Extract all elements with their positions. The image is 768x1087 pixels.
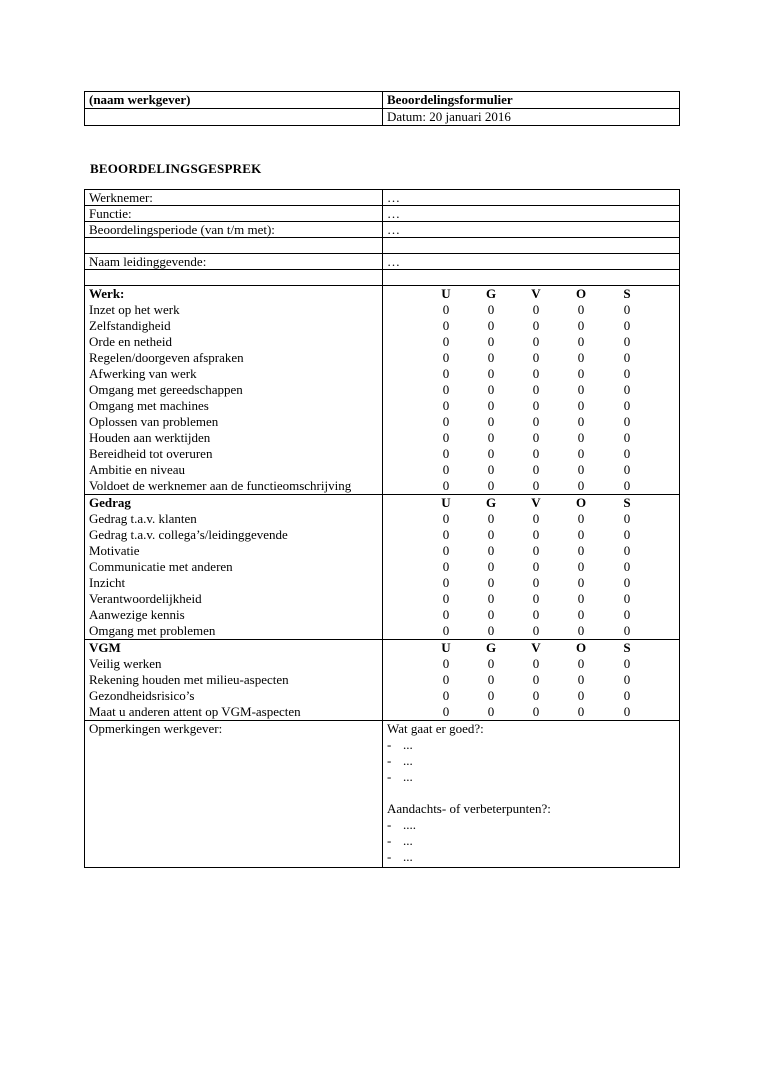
scale-header [387, 286, 675, 302]
rating-option[interactable]: 0 [623, 302, 631, 317]
criterion-label: Gedrag t.a.v. klanten [89, 511, 197, 526]
criterion-label: Zelfstandigheid [89, 318, 171, 333]
rating-option[interactable]: 0 [487, 382, 495, 397]
rating-row [387, 398, 675, 414]
rating-option[interactable]: 0 [532, 462, 540, 477]
rating-option[interactable]: 0 [487, 607, 495, 622]
section-labels [85, 640, 383, 721]
rating-option[interactable]: 0 [442, 414, 450, 429]
scale-label: G [485, 495, 497, 510]
rating-option[interactable]: 0 [487, 478, 495, 493]
manager-label: Naam leidinggevende: [85, 254, 383, 270]
rating-row [387, 559, 675, 575]
bullet-dash: - [387, 833, 392, 848]
function-label: Functie: [85, 206, 383, 222]
manager-value[interactable]: … [383, 254, 680, 270]
criterion-label: Omgang met gereedschappen [89, 382, 243, 397]
rating-option[interactable]: 0 [577, 366, 585, 381]
rating-option[interactable]: 0 [577, 446, 585, 461]
section-title: Werk: [89, 286, 125, 301]
rating-option[interactable]: 0 [487, 350, 495, 365]
scale-label: U [441, 286, 451, 301]
scale-label: O [575, 640, 587, 655]
rating-row [387, 334, 675, 350]
rating-option[interactable]: 0 [442, 302, 450, 317]
section-labels [85, 495, 383, 640]
criterion-label: Omgang met machines [89, 398, 209, 413]
scale-label: S [623, 640, 631, 655]
section-title: VGM [89, 640, 121, 655]
rating-option[interactable]: 0 [487, 430, 495, 445]
rating-option[interactable]: 0 [623, 366, 631, 381]
rating-row [387, 704, 675, 720]
remark-text: ... [403, 769, 413, 784]
scale-label: U [441, 640, 451, 655]
bullet-dash: - [387, 769, 392, 784]
rating-option[interactable]: 0 [487, 398, 495, 413]
remark-item[interactable] [387, 753, 675, 769]
rating-option[interactable]: 0 [532, 559, 540, 574]
rating-option[interactable]: 0 [532, 511, 540, 526]
rating-option[interactable]: 0 [532, 591, 540, 606]
rating-option[interactable]: 0 [487, 302, 495, 317]
rating-row [387, 318, 675, 334]
remark-item[interactable] [387, 817, 675, 833]
rating-row [387, 656, 675, 672]
remarks-spacer [387, 785, 675, 801]
criterion-label: Maat u anderen attent op VGM-aspecten [89, 704, 301, 719]
rating-option[interactable]: 0 [623, 559, 631, 574]
rating-row [387, 366, 675, 382]
good-title: Wat gaat er goed?: [387, 721, 484, 736]
criterion-label: Orde en netheid [89, 334, 173, 349]
rating-option[interactable]: 0 [487, 511, 495, 526]
rating-option[interactable]: 0 [577, 414, 585, 429]
remark-item[interactable] [387, 833, 675, 849]
rating-option[interactable]: 0 [577, 334, 585, 349]
rating-option[interactable]: 0 [532, 688, 540, 703]
criterion-label: Aanwezige kennis [89, 607, 185, 622]
rating-option[interactable]: 0 [532, 672, 540, 687]
rating-option[interactable]: 0 [577, 704, 585, 719]
rating-option[interactable]: 0 [442, 478, 450, 493]
rating-row [387, 478, 675, 494]
improve-list [387, 817, 675, 865]
rating-row [387, 607, 675, 623]
bullet-dash: - [387, 849, 392, 864]
rating-option[interactable]: 0 [487, 688, 495, 703]
rating-option[interactable]: 0 [623, 398, 631, 413]
form-date: Datum: 20 januari 2016 [383, 109, 680, 126]
criterion-label: Omgang met problemen [89, 623, 216, 638]
rating-option[interactable]: 0 [532, 414, 540, 429]
rating-option[interactable]: 0 [487, 414, 495, 429]
scale-label: O [575, 286, 587, 301]
rating-option[interactable]: 0 [577, 318, 585, 333]
rating-row [387, 591, 675, 607]
bullet-dash: - [387, 753, 392, 768]
rating-row [387, 382, 675, 398]
rating-option[interactable]: 0 [577, 478, 585, 493]
rating-option[interactable]: 0 [442, 623, 450, 638]
rating-option[interactable]: 0 [442, 543, 450, 558]
rating-row [387, 430, 675, 446]
rating-option[interactable]: 0 [442, 575, 450, 590]
rating-option[interactable]: 0 [532, 302, 540, 317]
remark-item[interactable] [387, 849, 675, 865]
rating-option[interactable]: 0 [623, 382, 631, 397]
spacer-cell [383, 270, 680, 286]
rating-row [387, 462, 675, 478]
rating-row [387, 575, 675, 591]
rating-option[interactable]: 0 [623, 623, 631, 638]
criterion-label: Afwerking van werk [89, 366, 197, 381]
scale-label: G [485, 286, 497, 301]
rating-option[interactable]: 0 [487, 446, 495, 461]
rating-option[interactable]: 0 [442, 334, 450, 349]
rating-option[interactable]: 0 [532, 430, 540, 445]
rating-option[interactable]: 0 [442, 430, 450, 445]
rating-option[interactable]: 0 [577, 672, 585, 687]
criterion-label: Inzicht [89, 575, 126, 590]
rating-option[interactable]: 0 [487, 527, 495, 542]
rating-option[interactable]: 0 [487, 704, 495, 719]
rating-option[interactable]: 0 [532, 446, 540, 461]
section-0 [85, 286, 680, 495]
spacer-cell [85, 238, 383, 254]
rating-option[interactable]: 0 [487, 366, 495, 381]
rating-option[interactable]: 0 [442, 350, 450, 365]
rating-option[interactable]: 0 [532, 478, 540, 493]
rating-row [387, 543, 675, 559]
rating-option[interactable]: 0 [577, 350, 585, 365]
rating-option[interactable]: 0 [532, 382, 540, 397]
rating-option[interactable]: 0 [487, 575, 495, 590]
bullet-dash: - [387, 737, 392, 752]
rating-option[interactable]: 0 [442, 656, 450, 671]
remark-item[interactable] [387, 769, 675, 785]
employee-label: Werknemer: [85, 190, 383, 206]
rating-option[interactable]: 0 [623, 607, 631, 622]
rating-option[interactable]: 0 [577, 462, 585, 477]
rating-option[interactable]: 0 [623, 656, 631, 671]
rating-option[interactable]: 0 [442, 382, 450, 397]
rating-option[interactable]: 0 [442, 672, 450, 687]
rating-option[interactable]: 0 [487, 318, 495, 333]
rating-option[interactable]: 0 [532, 575, 540, 590]
scale-label: G [485, 640, 497, 655]
criterion-label: Veilig werken [89, 656, 162, 671]
rating-option[interactable]: 0 [577, 656, 585, 671]
spacer-cell [85, 270, 383, 286]
criterion-label: Regelen/doorgeven afspraken [89, 350, 244, 365]
function-value[interactable]: … [383, 206, 680, 222]
rating-option[interactable]: 0 [442, 688, 450, 703]
rating-option[interactable]: 0 [577, 511, 585, 526]
rating-option[interactable]: 0 [532, 398, 540, 413]
section-title: Gedrag [89, 495, 131, 510]
rating-row [387, 350, 675, 366]
criterion-label: Ambitie en niveau [89, 462, 186, 477]
remark-item[interactable] [387, 737, 675, 753]
rating-option[interactable]: 0 [577, 559, 585, 574]
rating-option[interactable]: 0 [442, 511, 450, 526]
rating-option[interactable]: 0 [532, 607, 540, 622]
rating-option[interactable]: 0 [577, 527, 585, 542]
bullet-dash: - [387, 817, 392, 832]
rating-option[interactable]: 0 [487, 591, 495, 606]
rating-option[interactable]: 0 [577, 398, 585, 413]
scale-label: V [531, 640, 541, 655]
rating-row [387, 672, 675, 688]
rating-option[interactable]: 0 [577, 688, 585, 703]
criterion-label: Gedrag t.a.v. collega’s/leidinggevende [89, 527, 288, 542]
section-ratings [383, 495, 680, 640]
rating-option[interactable]: 0 [442, 607, 450, 622]
rating-option[interactable]: 0 [487, 559, 495, 574]
rating-option[interactable]: 0 [532, 656, 540, 671]
rating-option[interactable]: 0 [623, 414, 631, 429]
rating-option[interactable]: 0 [623, 688, 631, 703]
rating-row [387, 511, 675, 527]
rating-option[interactable]: 0 [442, 366, 450, 381]
criterion-label: Motivatie [89, 543, 140, 558]
section-2 [85, 640, 680, 721]
rating-option[interactable]: 0 [623, 591, 631, 606]
rating-option[interactable]: 0 [623, 446, 631, 461]
period-label: Beoordelingsperiode (van t/m met): [85, 222, 383, 238]
criterion-label: Gezondheidsrisico’s [89, 688, 195, 703]
spacer-cell [383, 238, 680, 254]
employer-name: (naam werkgever) [85, 92, 383, 109]
scale-label: S [623, 495, 631, 510]
criterion-label: Bereidheid tot overuren [89, 446, 213, 461]
rating-option[interactable]: 0 [532, 366, 540, 381]
rating-option[interactable]: 0 [442, 704, 450, 719]
rating-option[interactable]: 0 [623, 350, 631, 365]
rating-option[interactable]: 0 [487, 462, 495, 477]
rating-option[interactable]: 0 [577, 430, 585, 445]
criterion-label: Oplossen van problemen [89, 414, 219, 429]
rating-option[interactable]: 0 [532, 527, 540, 542]
rating-option[interactable]: 0 [442, 318, 450, 333]
rating-option[interactable]: 0 [623, 430, 631, 445]
rating-option[interactable]: 0 [623, 462, 631, 477]
remark-text: ... [403, 737, 413, 752]
sections-body [85, 286, 680, 721]
evaluation-table [84, 189, 680, 868]
scale-label: O [575, 495, 587, 510]
page-title: BEOORDELINGSGESPREK [90, 161, 262, 176]
scale-header [387, 640, 675, 656]
rating-option[interactable]: 0 [532, 334, 540, 349]
rating-option[interactable]: 0 [623, 527, 631, 542]
rating-row [387, 414, 675, 430]
remark-text: ... [403, 849, 413, 864]
rating-option[interactable]: 0 [487, 623, 495, 638]
rating-option[interactable]: 0 [577, 302, 585, 317]
scale-label: U [441, 495, 451, 510]
rating-option[interactable]: 0 [623, 704, 631, 719]
rating-option[interactable]: 0 [442, 591, 450, 606]
rating-option[interactable]: 0 [623, 334, 631, 349]
rating-option[interactable]: 0 [532, 543, 540, 558]
rating-option[interactable]: 0 [442, 559, 450, 574]
empty-cell [85, 109, 383, 126]
scale-label: V [531, 495, 541, 510]
scale-header [387, 495, 675, 511]
rating-option[interactable]: 0 [623, 672, 631, 687]
rating-option[interactable]: 0 [442, 462, 450, 477]
criterion-label: Inzet op het werk [89, 302, 180, 317]
rating-row [387, 527, 675, 543]
rating-option[interactable]: 0 [442, 446, 450, 461]
remark-text: ... [403, 753, 413, 768]
rating-option[interactable]: 0 [577, 575, 585, 590]
employee-value[interactable]: … [383, 190, 680, 206]
rating-option[interactable]: 0 [487, 656, 495, 671]
criterion-label: Verantwoordelijkheid [89, 591, 202, 606]
scale-label: S [623, 286, 631, 301]
rating-row [387, 688, 675, 704]
rating-option[interactable]: 0 [623, 543, 631, 558]
section-ratings [383, 286, 680, 495]
rating-option[interactable]: 0 [442, 527, 450, 542]
section-ratings [383, 640, 680, 721]
criterion-label: Voldoet de werknemer aan de functieomschrijving [89, 478, 352, 493]
rating-option[interactable]: 0 [532, 704, 540, 719]
rating-option[interactable]: 0 [442, 398, 450, 413]
remark-text: .... [403, 817, 416, 832]
form-title: Beoordelingsformulier [383, 92, 680, 109]
rating-option[interactable]: 0 [532, 350, 540, 365]
remark-text: ... [403, 833, 413, 848]
rating-option[interactable]: 0 [577, 382, 585, 397]
criterion-label: Houden aan werktijden [89, 430, 211, 445]
rating-row [387, 302, 675, 318]
rating-option[interactable]: 0 [577, 591, 585, 606]
period-value[interactable]: … [383, 222, 680, 238]
rating-option[interactable]: 0 [623, 478, 631, 493]
rating-row [387, 446, 675, 462]
good-list [387, 737, 675, 785]
remarks-label: Opmerkingen werkgever: [85, 721, 383, 868]
remarks-content[interactable] [383, 721, 680, 868]
criterion-label: Communicatie met anderen [89, 559, 233, 574]
rating-option[interactable]: 0 [577, 607, 585, 622]
rating-option[interactable]: 0 [577, 623, 585, 638]
criterion-label: Rekening houden met milieu-aspecten [89, 672, 289, 687]
rating-row [387, 623, 675, 639]
rating-option[interactable]: 0 [623, 318, 631, 333]
rating-option[interactable]: 0 [623, 511, 631, 526]
rating-option[interactable]: 0 [487, 672, 495, 687]
header-table [84, 91, 680, 126]
section-labels [85, 286, 383, 495]
rating-option[interactable]: 0 [487, 334, 495, 349]
rating-option[interactable]: 0 [532, 318, 540, 333]
improve-title: Aandachts- of verbeterpunten?: [387, 801, 551, 816]
section-1 [85, 495, 680, 640]
rating-option[interactable]: 0 [532, 623, 540, 638]
rating-option[interactable]: 0 [577, 543, 585, 558]
rating-option[interactable]: 0 [487, 543, 495, 558]
rating-option[interactable]: 0 [623, 575, 631, 590]
scale-label: V [531, 286, 541, 301]
